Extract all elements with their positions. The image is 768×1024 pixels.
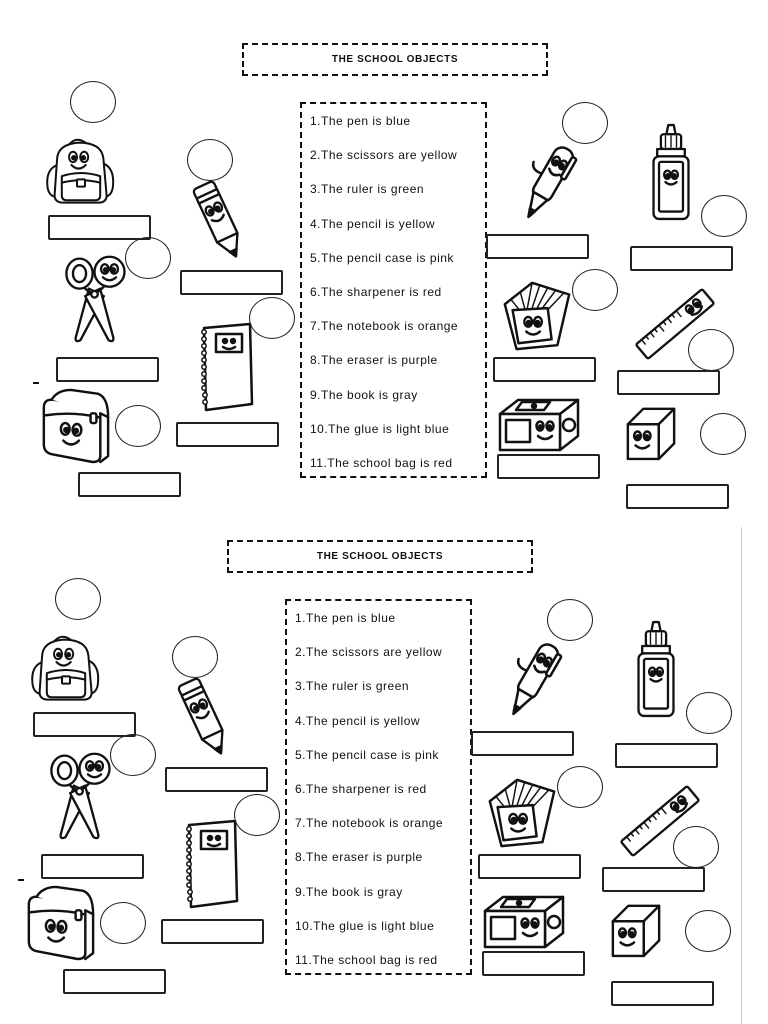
answer-box-pencil-case [78,472,181,497]
sentence-11: 11.The school bag is red [310,455,453,470]
pencil-case-icon [38,384,112,466]
stray-mark [33,382,39,384]
color-circle-notebook [249,297,295,339]
color-circle-pencil [172,636,218,678]
color-circle-book [557,766,603,808]
eraser-icon [624,400,678,462]
answer-box-eraser [611,981,714,1006]
sentence-2: 2.The scissors are yellow [295,645,443,660]
color-circle-pencil-case [100,902,146,944]
answer-box-notebook [176,422,279,447]
sentence-10: 10.The glue is light blue [295,918,435,933]
page-edge-line [741,527,742,1024]
stray-mark [18,879,24,881]
answer-box-book [493,357,596,382]
sentence-1: 1.The pen is blue [310,114,411,128]
answer-box-pen [471,731,574,756]
eraser-icon [609,897,663,959]
book-icon [497,274,575,354]
sentence-7: 7.The notebook is orange [310,319,459,334]
sentence-9: 9.The book is gray [295,884,403,899]
sentence-4: 4.The pencil is yellow [310,216,436,231]
answer-box-ruler [617,370,720,395]
answer-box-glue [630,246,733,271]
answer-box-school-bag [33,712,136,737]
sharpener-icon [479,889,569,949]
color-circle-scissors [125,237,171,279]
color-circle-pencil-case [115,405,161,447]
sentence-8: 8.The eraser is purple [310,353,438,368]
pen-icon [513,138,583,228]
answer-box-glue [615,743,718,768]
sentence-5: 5.The pencil case is pink [310,250,454,265]
book-icon [482,771,560,851]
answer-box-sharpener [497,454,600,479]
sentence-9: 9.The book is gray [310,387,418,402]
answer-box-pen [486,234,589,259]
color-circle-ruler [688,329,734,371]
notebook-icon [194,322,256,412]
color-circle-glue [686,692,732,734]
sentence-3: 3.The ruler is green [295,679,410,694]
pencil-icon [188,178,250,262]
color-circle-glue [701,195,747,237]
sentence-6: 6.The sharpener is red [310,284,442,299]
color-circle-book [572,269,618,311]
worksheet-title: THE SCHOOL OBJECTS [242,43,548,76]
answer-box-scissors [56,357,159,382]
scissors-icon [42,747,117,843]
notebook-icon [179,819,241,909]
answer-box-scissors [41,854,144,879]
color-circle-ruler [673,826,719,868]
sentence-8: 8.The eraser is purple [295,850,423,865]
color-circle-eraser [700,413,746,455]
sentence-list [300,102,487,478]
answer-box-book [478,854,581,879]
pen-icon [498,635,568,725]
sharpener-icon [494,392,584,452]
sentence-7: 7.The notebook is orange [295,816,444,831]
color-circle-pen [547,599,593,641]
color-circle-school-bag [55,578,101,620]
answer-box-school-bag [48,215,151,240]
scissors-icon [57,250,132,346]
color-circle-school-bag [70,81,116,123]
answer-box-sharpener [482,951,585,976]
glue-icon [633,615,679,723]
sentence-1: 1.The pen is blue [295,611,396,625]
sentence-11: 11.The school bag is red [295,952,438,967]
worksheet-title: THE SCHOOL OBJECTS [227,540,533,573]
sentence-6: 6.The sharpener is red [295,781,427,796]
sentence-2: 2.The scissors are yellow [310,148,458,163]
sentence-5: 5.The pencil case is pink [295,747,439,762]
color-circle-eraser [685,910,731,952]
color-circle-scissors [110,734,156,776]
color-circle-pencil [187,139,233,181]
color-circle-pen [562,102,608,144]
answer-box-pencil [165,767,268,792]
pencil-case-icon [23,881,97,963]
school-bag-icon [25,630,107,702]
pencil-icon [173,675,235,759]
school-bag-icon [40,133,122,205]
sentence-list [285,599,472,975]
worksheet-bottom [0,497,753,1017]
sentence-4: 4.The pencil is yellow [295,713,421,728]
answer-box-pencil [180,270,283,295]
glue-icon [648,118,694,226]
sentence-3: 3.The ruler is green [310,182,425,197]
sentence-10: 10.The glue is light blue [310,421,450,436]
answer-box-notebook [161,919,264,944]
color-circle-notebook [234,794,280,836]
answer-box-ruler [602,867,705,892]
answer-box-pencil-case [63,969,166,994]
